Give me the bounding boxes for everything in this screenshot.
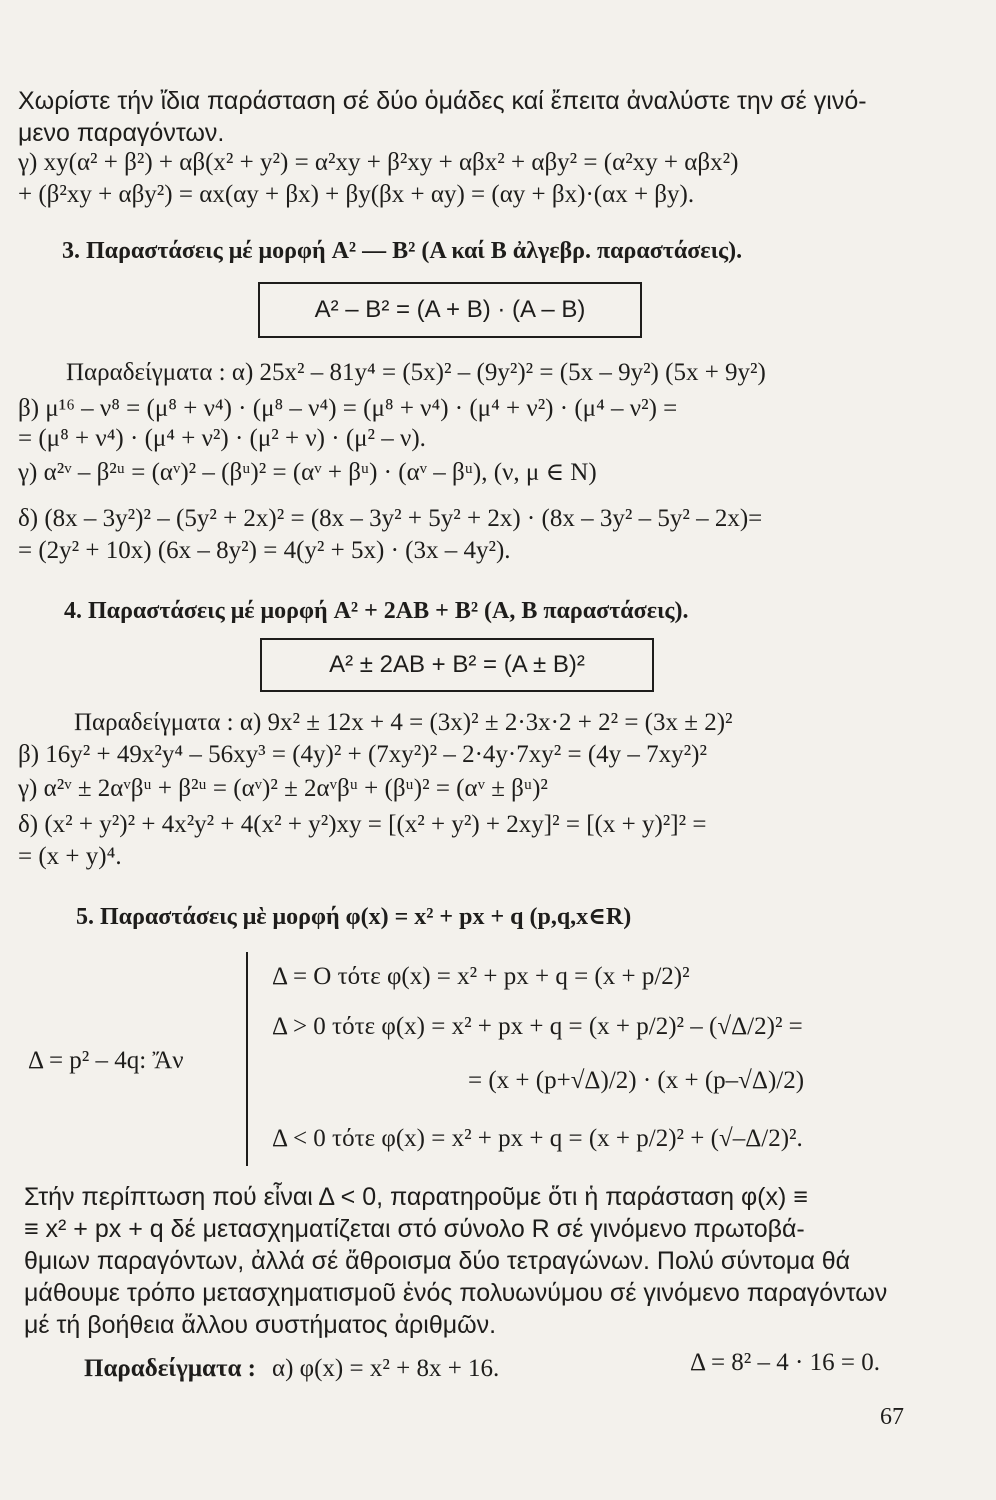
- section-3-heading: 3. Παραστάσεις μέ μορφή A² — B² (A καί B ἀλγεβρ. παραστάσεις).: [62, 238, 743, 264]
- section-3-formula: A² – B² = (A + B) · (A – B): [314, 296, 586, 323]
- case-delta-negative: Δ < 0 τότε φ(x) = x² + px + q = (x + p/2)² + (√–Δ/2)².: [272, 1125, 803, 1152]
- section-5-heading: 5. Παραστάσεις μὲ μορφή φ(x) = x² + px + q (p,q,x∈R): [76, 904, 632, 930]
- section-3-example-beta-1: β) μ¹⁶ – ν⁸ = (μ⁸ + ν⁴) · (μ⁸ – ν⁴) = (μ⁸ + ν⁴) · (μ⁴ + ν²) · (μ⁴ – ν²) =: [18, 395, 678, 422]
- section-3-example-delta-1: δ) (8x – 3y²)² – (5y² + 2x)² = (8x – 3y² + 5y² + 2x) · (8x – 3y² – 5y² – 2x)=: [18, 505, 763, 532]
- intro-line-2: μενο παραγόντων.: [18, 119, 225, 147]
- discriminant-label: Δ = p² – 4q: Ἄν: [28, 1047, 184, 1074]
- section-4-heading: 4. Παραστάσεις μέ μορφή A² + 2AB + B² (A, B παραστάσεις).: [64, 598, 689, 624]
- page-number: 67: [880, 1404, 904, 1430]
- section-5-example-delta: Δ = 8² – 4 · 16 = 0.: [690, 1349, 880, 1376]
- section-4-example-gamma: γ) α²ᵛ ± 2αᵛβᵘ + β²ᵘ = (αᵛ)² ± 2αᵛβᵘ + (βᵘ)² = (αᵛ ± βᵘ)²: [18, 775, 548, 802]
- section-4-example-beta: β) 16y² + 49x²y⁴ – 56xy³ = (4y)² + (7xy²)² – 2·4y·7xy² = (4y – 7xy²)²: [18, 741, 707, 768]
- intro-example-gamma-2: + (β²xy + αβy²) = αx(αy + βx) + βy(βx + αy) = (αy + βx)·(αx + βy).: [18, 181, 695, 208]
- case-delta-positive-2: = (x + (p+√Δ)/2) · (x + (p–√Δ)/2): [468, 1067, 805, 1094]
- intro-example-gamma-1: γ) xy(α² + β²) + αβ(x² + y²) = α²xy + β²xy + αβx² + αβy² = (α²xy + αβx²): [18, 149, 739, 176]
- paragraph-line-2: ≡ x² + px + q δέ μετασχηματίζεται στό σύνολο R σέ γινόμενο πρωτοβά-: [24, 1215, 805, 1243]
- section-3-example-gamma: γ) α²ᵛ – β²ᵘ = (αᵛ)² – (βᵘ)² = (αᵛ + βᵘ) · (αᵛ – βᵘ), (ν, μ ∈ N): [18, 459, 597, 486]
- section-4-example-delta-1: δ) (x² + y²)² + 4x²y² + 4(x² + y²)xy = [(x² + y²) + 2xy]² = [(x + y)²]² =: [18, 811, 707, 838]
- section-3-formula-box: [258, 282, 642, 338]
- section-3-example-alpha: Παραδείγματα : α) 25x² – 81y⁴ = (5x)² – (9y²)² = (5x – 9y²) (5x + 9y²): [66, 359, 766, 386]
- section-5-example-alpha: α) φ(x) = x² + 8x + 16.: [272, 1355, 500, 1382]
- paragraph-line-3: θμιων παραγόντων, ἀλλά σέ ἄθροισμα δύο τετραγώνων. Πολύ σύντομα θά: [24, 1247, 851, 1275]
- section-4-example-alpha: Παραδείγματα : α) 9x² ± 12x + 4 = (3x)² ± 2·3x·2 + 2² = (3x ± 2)²: [74, 709, 733, 736]
- intro-line-1: Χωρίστε τήν ἴδια παράσταση σέ δύο ὁμάδες καί ἔπειτα ἀναλύστε την σέ γινό-: [18, 87, 867, 115]
- section-3-example-delta-2: = (2y² + 10x) (6x – 8y²) = 4(y² + 5x) · (3x – 4y²).: [18, 537, 511, 564]
- case-divider-line: [246, 952, 248, 1166]
- section-4-formula-box: [260, 638, 654, 692]
- paragraph-line-4: μάθουμε τρόπο μετασχηματισμοῦ ἑνός πολυωνύμου σέ γινόμενο παραγόντων: [24, 1279, 888, 1307]
- section-4-formula: A² ± 2AB + B² = (A ± B)²: [329, 651, 585, 678]
- paragraph-line-5: μέ τή βοήθεια ἄλλου συστήματος ἀριθμῶν.: [24, 1311, 497, 1339]
- case-delta-positive-1: Δ > 0 τότε φ(x) = x² + px + q = (x + p/2)² – (√Δ/2)² =: [272, 1013, 803, 1040]
- section-3-example-beta-2: = (μ⁸ + ν⁴) · (μ⁴ + ν²) · (μ² + ν) · (μ² – ν).: [18, 425, 426, 452]
- case-delta-zero: Δ = O τότε φ(x) = x² + px + q = (x + p/2)²: [272, 963, 690, 990]
- paragraph-line-1: Στήν περίπτωση πού εἶναι Δ < 0, παρατηροῦμε ὅτι ἡ παράσταση φ(x) ≡: [24, 1183, 808, 1211]
- section-4-example-delta-2: = (x + y)⁴.: [18, 843, 122, 870]
- section-5-examples-label: Παραδείγματα :: [84, 1355, 257, 1382]
